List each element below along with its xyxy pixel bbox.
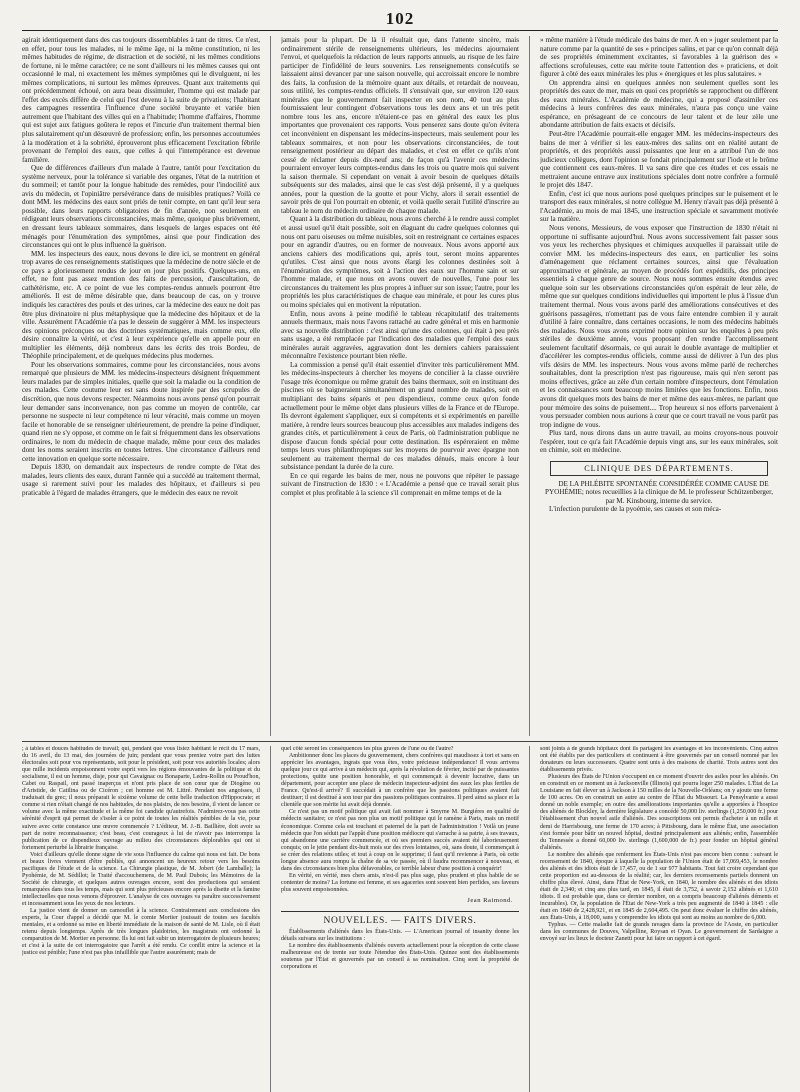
paragraph: » même manière à l'étude médicale des bains de mer. A en » juger seulement par la nature comme par la quantité de ses » principes salins, et par ce qu'on connaît déjà de ses propriétés éminemment excitantes, si favorables à la guérison des » affections scrofuleuses, cette eau mérite toute l'attention des » praticiens, et doit figurer à côté des eaux minérales les plus » énergiques et les plus salutaires. » <box>540 36 778 79</box>
page-number: 102 <box>385 9 415 28</box>
paragraph: En ce qui regarde les bains de mer, nous ne pouvons que répéter le passage suivant de l'instruction de 1830 : « L'Académie a pensé que ce travail serait plus complet et plus profitable à la science s'il comprenait en même temps et de la <box>281 471 519 497</box>
paragraph: sont joints à de grands hôpitaux dont ils partagent les avantages et les inconvénients. Cinq autres ont été établis par des particuliers et continuent à être gouvernés par un conseil nommé par les donateurs ou leurs successeurs. Quatre sont unis à des maisons de charité. Trois autres sont des établissements privés. <box>540 746 778 774</box>
paragraph: Ce n'est pas un motif politique qui avait fait nommer à Smyrne M. Burgiéres en qualité de médecin sanitaire; ce n'est pas non plus un motif politique qui le ramène à Paris, mais un motif économique. Comme cela est touchant et paternel de la part de l'administration ! Voilà un jeune médecin que l'on séduit par l'appât d'une position médiocre qui s'arrache à sa patrie, à ses travaux, qui abandonne une carrière commencée, et où ses premiers succès avaient été laborieusement conquis; on le jette pendant dix-huit mois sur des rives lointaines, où, sans doute, il commençait à se créer des relations utiles; et tout à coup on le supprime; il faut qu'il revienne à Paris, où cette longue absence aura rompu la chaîne de sa vie passée, où il faudra recommencer à nouveau, et dans des circonstances bien plus défavorables, ce terrible labeur d'une position à conquérir! <box>281 809 519 872</box>
paragraph: La commission a pensé qu'il était essentiel d'inviter très particulièrement MM. les médecins-inspecteurs à chercher les moyens de concilier à la classe ouvrière l'usage très économique ou même gratuit des bains thermaux, soit en instituant des piscines où se baigneraient simultanément un grand nombre de malades, soit en multipliant des bains séparés et peu dispendieux, comme ceux qu'on fonde actuellement pour le même objet dans plusieurs villes de la France et de l'Europe. Ils devront également s'appliquer, eux si compétents et si expérimentés en pareille matière, à rendre leurs sources beaucoup plus accessibles aux malades indigens des grandes cités, et particulièrement à ceux de Paris, où l'administration publique ne dispose d'aucun fonds spécial pour cette destination. Ils espéreraient en même temps leurs vues philanthropiques sur les moyens de pourvoir avec épargne non seulement au traitement thermal de ces malades dénués, mais encore à leur subsistance pendant la durée de la cure. <box>281 360 519 472</box>
paragraph: quel côté seront les conséquences les plus graves de l'une ou de l'autre? <box>281 746 454 752</box>
paragraph: Plus tard, nous dirons dans un autre travail, au moins croyons-nous pouvoir l'espérer, tout ce qu'a fait l'Académie depuis vingt ans, sur les eaux minérales, soit en chimie, soit en médecine. <box>540 429 778 455</box>
column-divider <box>270 36 271 736</box>
paragraph: On apprendra ainsi en quelques années non seulement quelles sont les propriétés des eaux de mer, mais en quoi ces propriétés se rapprochent ou diffèrent des eaux minérales. L'Académie de médecine, qui a proposé d'assimiler ces médecins à leurs confrères des eaux minérales, n'aura pas conçu une vaine espérance, en présageant de ce concours de leur talent et de leur zèle une abondante attribution de faits exacts et décisifs. <box>540 78 778 130</box>
lower-column-2 <box>281 746 519 1092</box>
paragraph: En vérité, en vérité, mes chers amis, n'est-il pas plus sage, plus prudent et plus habile de se contenter de moins? La fortune est femme, et ses agaceries sont souvent bien perfides, ses faveurs plus souvent empoisonnées. <box>281 872 519 893</box>
paragraph: Depuis 1830, on demandait aux inspecteurs de rendre compte de l'état des malades, leurs clients des eaux, durant l'année qui a succédé au traitement thermal, usage si rarement suivi pour les malades des hôpitaux, et d'ailleurs si peu praticable à l'égard de malades étrangers, que le médecin des eaux ne revoit <box>22 463 260 497</box>
paragraph: Nous venons, Messieurs, de vous exposer que l'instruction de 1830 n'était ni opportune ni suffisante aujourd'hui. Nous avons successivement fait passer sous vos yeux les recherches physiques et chimiques auxquelles il paraissait utile de convier MM. les médecins-inspecteurs des eaux, en particulier les soins d'aménagement que réclament certaines sources, ainsi que l'évaluation approximative et générale, au moyen de procédés fort expéditifs, des principes essentiels à chaque genre de source. Nous nous sommes ensuite étendus avec quelque soin sur les observations circonstanciées qu'on espérait de leur zèle, de même que sur quelques conditions individuelles qui importent le plus à l'issue d'un traitement thermal. Nous vous avons parlé des améliorations consécutives et des guérisons passagères, n'omettant pas de vous faire entendre combien il y aurait d'utilité à faire connaître, dans certaines occasions, le nom des médecins habitués des malades. Nous vous avons exprimé notre opinion sur les enquêtes à peu près stériles de deuxième année, vous proposant d'en rendre l'accomplissement seulement facultatif désormais, ce qui aurait le double avantage de multiplier et d'accélérer les comptes-rendus officiels, comme aussi de délivrer à l'un des plus vifs désirs de MM. les inspecteurs. Nous vous avons même parlé de recherches souhaitables, dont la prescription n'est pas rigoureuse, mais qui n'en seront pas moins effectives, grâce au zèle d'un certain nombre d'inspecteurs, dont l'émulation et les connaissances sont beaucoup moins limitées que les fonctions. Enfin, nous avons dit quelques mots des bains de mer et même des eaux-mères, ne parlant que pour mémoire des soins de puisement.... Trop heureux si nos efforts parvenaient à vous persuader combien nous aurions à cœur que ce court travail ne vous parût pas trop indigne de vous. <box>540 224 778 429</box>
clinique-subheading: DE LA PHLÉBITE SPONTANÉE CONSIDÉRÉE COMME CAUSE DE PYOHÉMIE; notes recueillies à la clinique de M. le professeur Schützenberger, par M. Kinsbourg, interne du service. <box>544 479 773 505</box>
paragraph: Peut-être l'Académie pourrait-elle engager MM. les médecins-inspecteurs des bains de mer à vérifier si les eaux-mères des salins ont en réalité autant de propriétés, et des propriétés aussi puissantes que leur en a attribué l'un de nos judicieux collègues, dont l'opinion se fondait principalement sur l'iode et le brôme que contiennent ces eaux-mères. Il va sans dire que ces études et ces essais ne mettraient aucune entrave aux institutions spéciales dont notre confrère a formulé le projet dès 1847. <box>540 130 778 190</box>
paragraph: Quant à la distribution du tableau, nous avons cherché à le rendre aussi complet et aussi usuel qu'il était possible, soit en élaguant du cadre quelques colonnes qui nous ont paru oiseuses ou même nuisibles, soit en restreignant ce certaines espaces pour en agrandir d'autres, ou en former de nouveaux. Nous avons apporté aux anciens cahiers des modifications qui, après tout, seront moins apparentes qu'utiles. C'est ainsi que nous avons élargi les colonnes destinées soit à l'énumération des symptômes, soit à l'action des eaux sur l'homme sain et sur l'homme malade, et que nous en avons ouvert de nouvelles, l'une pour les circonstances du traitement les plus propres à influer sur son issue; l'autre, pour les propriétés les plus caractéristiques de chaque eau minérale, et pour les cures plus ou moins spéciales qui en motivent la réputation. <box>281 215 519 309</box>
upper-column-3 <box>540 36 778 736</box>
nouvelles-heading: NOUVELLES. — FAITS DIVERS. <box>281 911 519 926</box>
author-signature: Jean Raimond. <box>467 896 513 904</box>
column-divider <box>529 36 530 736</box>
lower-columns <box>22 746 778 1092</box>
paragraph: L'infection purulente de la pyoémie, ses causes et son méca- <box>549 505 722 514</box>
paragraph: La justice vient de donner un camouflet à la science. Contrairement aux conclusions des experts, la Cour d'appel a décidé que M. le comte Mortier jouissait de toutes ses facultés mentales, et a ordonné sa mise en liberté immédiate de la maison de santé de M. Lisle, où il était retenu depuis longtemps. Après de très longues plaidoiries, les magistrats ont ordonné la comparution de M. Mortier en personne. Ils lui ont fait subir un interrogatoire de plusieurs heures; et c'est à la suite de cet interrogatoire que l'arrêt a été rendu. Ce conflit entre la science et la justice est pénible; l'une n'est pas plus infaillible que l'autre assurément; mais de <box>22 908 260 957</box>
paragraph: Ambitionner donc les places du gouvernement, chers confrères qui maudissez à tort et sans en apprécier les avantages, ingrats que vous êtes, votre précieuse indépendance! Il vous arrivera quelque jour ce qui arrive à un médecin qui, après la révolution de février, incité par de puissantes protections, quitte une position honorable, et qui commençait à devenir lucrative, dans un département, pour accepter une place de médecin inspecteur-adjoint des eaux les plus fertiles de France. Qu'est-il arrivé? Il succédait à un confrère que les passions politiques avaient fait destituer; il est destitué à son tour par des passions politiques contraires. Il perd ainsi sa place et la clientèle que son mérite lui avait déjà donnée. <box>281 753 519 809</box>
clinique-heading: CLINIQUE DES DÉPARTEMENTS. <box>550 461 768 476</box>
column-divider <box>270 746 271 1092</box>
paragraph: MM. les inspecteurs des eaux, nous devons le dire ici, se montrent en général trop avares de ces renseignements statistiques que la médecine de notre siècle et de ce pays a glorieusement rendus de jour en jour plus positifs. Quelques-uns, en effet, ne font pas assez mention des faits de percussion, d'auscultation, de cathétérisme, etc. A ce point de vue les comptes-rendus annuels pourront être améliorés. Il est de même désirable que, dans beaucoup de cas, on y trouve indiqués les caractères des pouls et des urines, car la médecine des eaux ne doit pas être plus divinatoire ni plus métaphysique que la médecine des hôpitaux et de la ville. Assurément l'Académie n'a pas le dessein de suggérer à MM. les inspecteurs des opinions préconçues ou des doctrines systématiques, mais comme eux, elle désire connaître la vérité, et c'est à leur expérience qu'elle en appelle pour en multiplier les éléments, déjà nombreux dans les écrits des trois Bordeu, de Théophile principalement, et de quelques médecins plus modernes. <box>22 249 260 361</box>
newspaper-page <box>22 10 778 1076</box>
upper-column-1 <box>22 36 260 736</box>
paragraph: Le nombre des aliénés que renferment les États-Unis n'est pas encore bien connu : suivant le recensement de 1840, époque à laquelle la population de l'Union était de 17,069,453, le nombre des aliénés et des idiots était de 17,457, ou de 1 sur 977 habitants. Tout fait croire cependant que cette proportion est au-dessous de la réalité; car, les derniers recensements partiels donnent un chiffre plus élevé. Ainsi, dans l'État de New-York, en 1840, le nombre des aliénés et des idiots était de 2,340; et cinq ans plus tard, en 1845, il était de 3,752, à savoir 2,152 aliénés et 1,610 idiots. Il est probable que, dans ce dernier nombre, on a compris beaucoup d'aliénés déments et incurables). Or, la population de l'État de New-York a très peu augmenté de 1840 à 1845 : elle était en 1840 de 2,428,921, et en 1845 de 2,604,495. On peut donc évaluer le chiffre des aliénés, aux États-Unis, à 18,000, sans y comprendre les idiots qui sont au moins au nombre de 6,000. <box>540 851 778 922</box>
paragraph: Le nombre des établissements d'aliénés ouverts actuellement pour la réception de cette classe malheureuse est de trente sur toute l'étendue des États-Unis. Quinze sont des établissements soutenus par l'État et gouvernés par un conseil à sa nomination. Cinq sont la propriété de corporations et <box>281 943 519 971</box>
header-rule <box>22 30 778 31</box>
paragraph: agirait identiquement dans des cas toujours dissemblables à tant de titres. Ce n'est, en effet, pour tous les malades, ni le même âge, ni la même constitution, ni les mêmes habitudes de régime, de distraction et de société, ni les mêmes conditions de fortune, ni le même caractère; ce ne sont d'ailleurs ni les mêmes causes qui ont occasionné le mal, ni exactement les mêmes symptômes qui le divulguent, ni les mêmes complications, ni surtout les mêmes épreuves. Quant aux traitements qui ont précédemment échoué, on aura beau dissimuler, l'homme qui est malade par l'effet des excès diffère de celui qui l'est devenu à la suite de privations; l'habitant des campagnes ressentira l'influence d'une société bruyante et variée bien autrement que l'habitant des villes qui en a l'habitude; l'homme d'affaires, l'homme qui est sujet aux fatigues goûtera le repos et l'incurie d'un traitement thermal bien plus salutairement qu'un désœuvré de profession; enfin, les personnes accoutumées à la modération et à la sobriété, éprouveront plus efficacement l'excitation fébrile provenant de l'emploi des eaux, que celles à qui l'intempérance est devenue familière. <box>22 36 260 164</box>
upper-column-2 <box>281 36 519 736</box>
paragraph: Voici d'ailleurs qu'elle donne signe de vie sous l'influence du calme qui nous est fait. De bons et beaux livres viennent d'être publiés, qui annoncent un heureux retour vers les besoins pacifiques de l'étude et de la science. La Chirurgie plastique, de M. Jobert (de Lamballe); la Pyohémie, de M. Sédillot; le Traité d'accouchemens, de M. Paul Dubois; les Mémoires de la Société de chirurgie, et quelques autres ouvrages encore, sont des productions qui seraient remarquées dans tous les temps, mais qui sont plus précieuses encore après la disette et la famine intellectuelles que nous venons d'éprouver. L'analyse de ces ouvrages va paraître successivement et incessamment sous les yeux de nos lecteurs. <box>22 851 260 908</box>
upper-columns <box>22 36 778 736</box>
column-divider <box>529 746 530 1092</box>
paragraph: Enfin, c'est ici que nous aurions posé quelques principes sur le puisement et le transport des eaux minérales, si notre collègue M. Henry n'avait pas déjà présenté à l'Académie, au mois de mai 1845, une instruction spéciale et savamment motivée sur la matière. <box>540 189 778 224</box>
paragraph: Enfin, nous avons à peine modifié le tableau récapitulatif des traitements annuels thermaux, mais nous l'avons rattaché au cadre général et mis en harmonie avec sa nouvelle distribution : c'est ainsi qu'une des colonnes, qui était à peu près sans usage, a été remplacée par l'indication des maladies que l'emploi des eaux minérales aurait aggravées, aggravation dont les derniers cahiers paraissaient méconnaître l'existence pourtant bien réelle. <box>281 309 519 361</box>
lower-column-1 <box>22 746 260 1092</box>
paragraph: Pour les observations sommaires, comme pour les circonstanciées, nous avons remarqué que plusieurs de MM. les médecins-inspecteurs désignent fréquemment leurs malades par de simples initiales, quelle que soit la maladie ou la condition de ces malades. Cette coutume leur est sans doute inspirée par des scrupules de discrétion, que nous devons respecter. Néanmoins nous avons pensé qu'on pourrait leur demander sans inconvenance, non pas comme un moyen de contrôle, car personne ne suspecte ni leur compétence ni leur véracité, mais comme un moyen facile et honorable de se renseigner ultérieurement, de prendre la peine d'indiquer, quand rien ne s'y oppose, et comme on le fait si fréquemment dans les observations ordinaires, le nom du médecin de chaque malade, même pour ceux des malades dont les noms seraient inscrits en toutes lettres. Une circonstance d'ailleurs rend cette innovation en quelque sorte nécessaire. <box>22 360 260 463</box>
paragraph: jamais pour la plupart. De là il résultait que, dans l'attente sincère, mais ordinairement stérile de renseignements ultérieurs, les médecins ajournaient l'envoi, et quelquefois la rédaction de leurs rapports annuels, au risque de les faire participer de l'infidélité de leurs souvenirs. Les renseignements consécutifs se laissaient ainsi devancer par une saison nouvelle, qui accroissait encore le nombre des faits, la confusion de la mémoire quant aux détails, et retardait de nouveau, sous utilité, les comptes-rendus officiels. Il s'ensuivait que, sur environ 120 eaux minérales que le gouvernement fait inspecter en son nom, 40 tout au plus fournissaient leur contingent d'observations tous les deux ans et un très petit nombre tous les ans, encore n'étaient-ce pas en général des eaux les plus importantes que provenaient ces rapports. Vous penserez sans doute qu'on évitera cet inconvénient en dispensant les médecins-inspecteurs, mais seulement pour les tableaux sommaires, et non pour les observations circonstanciées, de tout renseignement postérieur au départ des malades, et c'est en effet ce qu'ils n'ont cessé de réclamer depuis dix-neuf ans; de façon qu'à l'avenir ces médecins pourraient envoyer leurs comptes-rendus dans les trois ou quatre mois qui suivent la saison thermale. Si cependant on venait à avoir besoin de quelques détails subséquents sur des malades, ainsi que le cas s'est déjà présenté, il y a quelques années, pour la question de la goutte et pour Vichy, alors il serait essentiel de savoir près de qui l'on pourrait en obtenir, et voilà quelle serait l'utilité d'inscrire au tableau le nom du médecin ordinaire de chaque malade. <box>281 36 519 215</box>
paragraph: Établissements d'aliénés dans les États-Unis. — L'American journal of insanity donne les détails suivans sur les institutions : <box>281 928 519 943</box>
paragraph: Plusieurs des États de l'Union s'occupent en ce moment d'ouvrir des asiles pour les aliénés. On en construit en ce moment un à Jacksonville (Illinois) qui pourra loger 250 malades. L'État de La Louisiane en fait élever un à Jackson à 150 milles de la Nouvelle-Orléans; on y ajoute une ferme de 100 acres. On en construit un autre au centre de l'État du Missouri. La Pensylvanie a aussi donné un noble exemple; en outre des améliorations importantes qu'elle a apportées à l'hospice des aliénés de Blockley, la dernière législature a concédé 50,000 liv. sterlings (1,250,000 fr.) pour l'établissement d'un nouvel asile d'aliénés. Des souscriptions ont permis d'acheter à un mille et demi de Harrisbourg, une ferme de 170 acres; à Pittsbourg, dans le même État, une association s'est formée pour bâtir un nouvel hôpital, destiné principalement aux aliénés; enfin, l'assemblée du Tennessée a donné 60,000 liv. sterlings (1,600,000 de fr.) pour fonder un hôpital général d'aliénés. <box>540 774 778 851</box>
paragraph: Typhus. — Cette maladie fait de grands ravages dans la province de l'Aoste, en particulier dans les communes de Douves, Valpelline, Roysan et Oyan. Le gouvernement de Sardaigne a envoyé sur les lieux le docteur Zanetti pour lui faire un rapport à cet égard. <box>540 922 778 943</box>
section-divider <box>22 741 778 742</box>
paragraph: Que de différences d'ailleurs d'un malade à l'autre, tantôt pour l'excitation du système nerveux, pour la tolérance si variable des organes, l'état de la nutrition et du sommeil; et tantôt pour la longue habitude des remèdes, pour l'indocilité aux avis du médecin, et l'opiniâtre persévérance dans de nuisibles pratiques? Voilà ce dont MM. les médecins des eaux sont priés de tenir compte, en tant qu'il leur sera possible, dans leurs rapports obligatoires de fin d'année, non seulement en rédigeant leurs observations circonstanciées, mais même, quoique plus brièvement, en dressant leurs tableaux sommaires, dans lesquels de larges espaces ont été ménagés pour l'énumération des symptômes, ainsi que pour l'indication des circonstances qui ont le plus influencé la guérison. <box>22 164 260 250</box>
paragraph: ; à tables et douces habitudes de travail; qui, pendant que vous lisiez habitant le récit du 17 mars, du 16 avril, du 13 mai, des journées de juin; pendant que vous preniez votre part des luttes électorales soit pour vos représentants, soit pour le président, soit pour vos autorités locales; alors que mille incidents empoisonnent votre esprit vers les régions émouvantes de la politique et du socialisme, il est un homme, disje, pour qui Cavaignac ou Bonaparte, Ledru-Rollin ou Proud'hon, Cabet ou Raspail, ont passé inaperçus et n'ont pris place de son cœur que de Diogène ou d'Aristide, de Catilina ou de Cicéron ; cet homme est M. Littré. Pendant nos angoisses, il traduisait du grec; il nous préparait le sixième volume de cette belle traduction d'Hippocrate; et comme si rien n'était changé de nos habitudes, de nos plaisirs, de nos besoins, il vient de lancer ce volume avec la même exactitude et la même foi candide qu'autrefois. N'admirez-vous pas cette sérénité d'esprit qui permet de s'isoler à ce point de toutes les réalités pénibles de la vie, pour suivre avec cette constance une œuvre commencée ? L'éditeur, M. J.-B. Baillière, doit avoir sa part de notre reconnaissance; c'est beau, c'est courageux à lui de n'avoir pas interrompu la publication de ce dispendieux ouvrage au milieu des circonstances déplorables qui ont si fortement perturbé la librairie française. <box>22 746 260 851</box>
lower-column-3 <box>540 746 778 1092</box>
